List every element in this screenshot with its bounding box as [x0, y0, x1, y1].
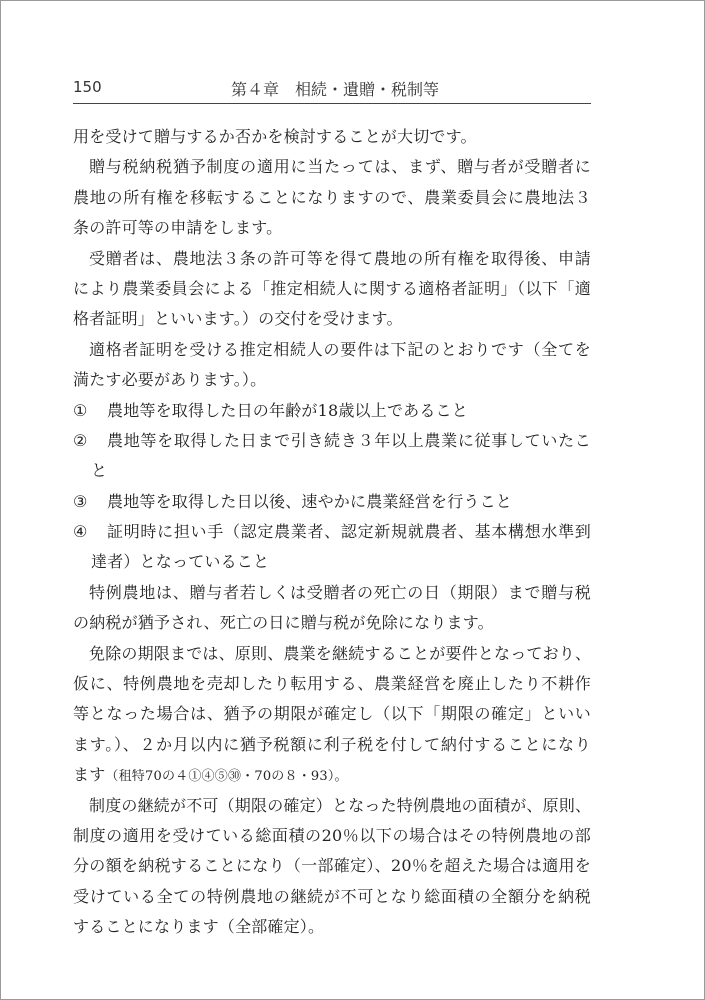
list-item	[73, 517, 591, 547]
text-line: 仮に、特例農地を売却したり転用する、農業経営を廃止したり不耕作	[73, 674, 591, 694]
list-marker: ③	[73, 491, 88, 511]
page-number: 150	[73, 78, 102, 96]
text-line: 贈与税納税猶予制度の適用に当たっては、まず、贈与者が受贈者に	[89, 157, 591, 177]
list-item-text: 農地等を取得した日まで引き続き３年以上農業に従事していたこ	[107, 430, 591, 450]
text-line: により農業委員会による「推定相続人に関する適格者証明」（以下「適	[73, 278, 591, 298]
list-marker: ②	[73, 430, 88, 450]
text-line: 特例農地は、贈与者若しくは受贈者の死亡の日（期限）まで贈与税	[89, 582, 591, 602]
text-line: 受けている全ての特例農地の継続が不可となり総面積の全額分を納税	[73, 886, 591, 906]
list-item-continuation: と	[91, 461, 108, 481]
list-item-text: 農地等を取得した日の年齢が18歳以上であること	[107, 400, 468, 420]
text-line: の納税が猶予され、死亡の日に贈与税が免除になります。	[73, 613, 494, 633]
text-line: 農地の所有権を移転することになりますので、農業委員会に農地法３	[73, 187, 591, 207]
text-line: 適格者証明を受ける推定相続人の要件は下記のとおりです（全てを	[89, 339, 591, 359]
text-line: 分の額を納税することになり（一部確定）、20％を超えた場合は適用を	[73, 856, 591, 876]
statute-citation: （租特70の４①④⑤㉚・70の８・93）。	[105, 769, 348, 785]
text-line: 免除の期限までは、原則、農業を継続することが要件となっており、	[89, 643, 591, 663]
text-line	[73, 760, 591, 790]
running-title: 第４章 相続・遺贈・税制等	[231, 80, 440, 99]
list-item-continuation: 達者）となっていること	[91, 552, 270, 572]
text-line: 等となった場合は、猶予の期限が確定し（以下「期限の確定」といい	[73, 704, 591, 724]
list-item	[73, 396, 591, 426]
header-rule	[73, 103, 591, 104]
list-marker: ①	[73, 400, 88, 420]
text-line: 満たす必要があります。）。	[73, 370, 267, 390]
text-line: 用を受けて贈与するか否かを検討することが大切です。	[73, 127, 477, 146]
list-marker: ④	[73, 522, 88, 542]
text-fragment: ます	[73, 765, 106, 785]
body-text	[73, 122, 591, 943]
text-line: 制度の継続が不可（期限の確定）となった特例農地の面積が、原則、	[89, 795, 591, 815]
list-item-text: 証明時に担い手（認定農業者、認定新規就農者、基本構想水準到	[107, 522, 591, 542]
text-line: 受贈者は、農地法３条の許可等を得て農地の所有権を取得後、申請	[89, 248, 591, 268]
page-header	[73, 75, 591, 101]
list-item	[73, 426, 591, 456]
text-line: 格者証明」といいます。）の交付を受けます。	[73, 309, 403, 329]
text-line: 条の許可等の申請をします。	[73, 218, 283, 238]
list-item-text: 農地等を取得した日以後、速やかに農業経営を行うこと	[107, 491, 513, 511]
text-line: することになります（全部確定）。	[73, 917, 325, 937]
text-line: ます。）、２か月以内に猶予税額に利子税を付して納付することになり	[73, 734, 591, 754]
text-line: 制度の適用を受けている総面積の20％以下の場合はその特例農地の部	[73, 825, 591, 845]
list-item	[73, 487, 591, 517]
